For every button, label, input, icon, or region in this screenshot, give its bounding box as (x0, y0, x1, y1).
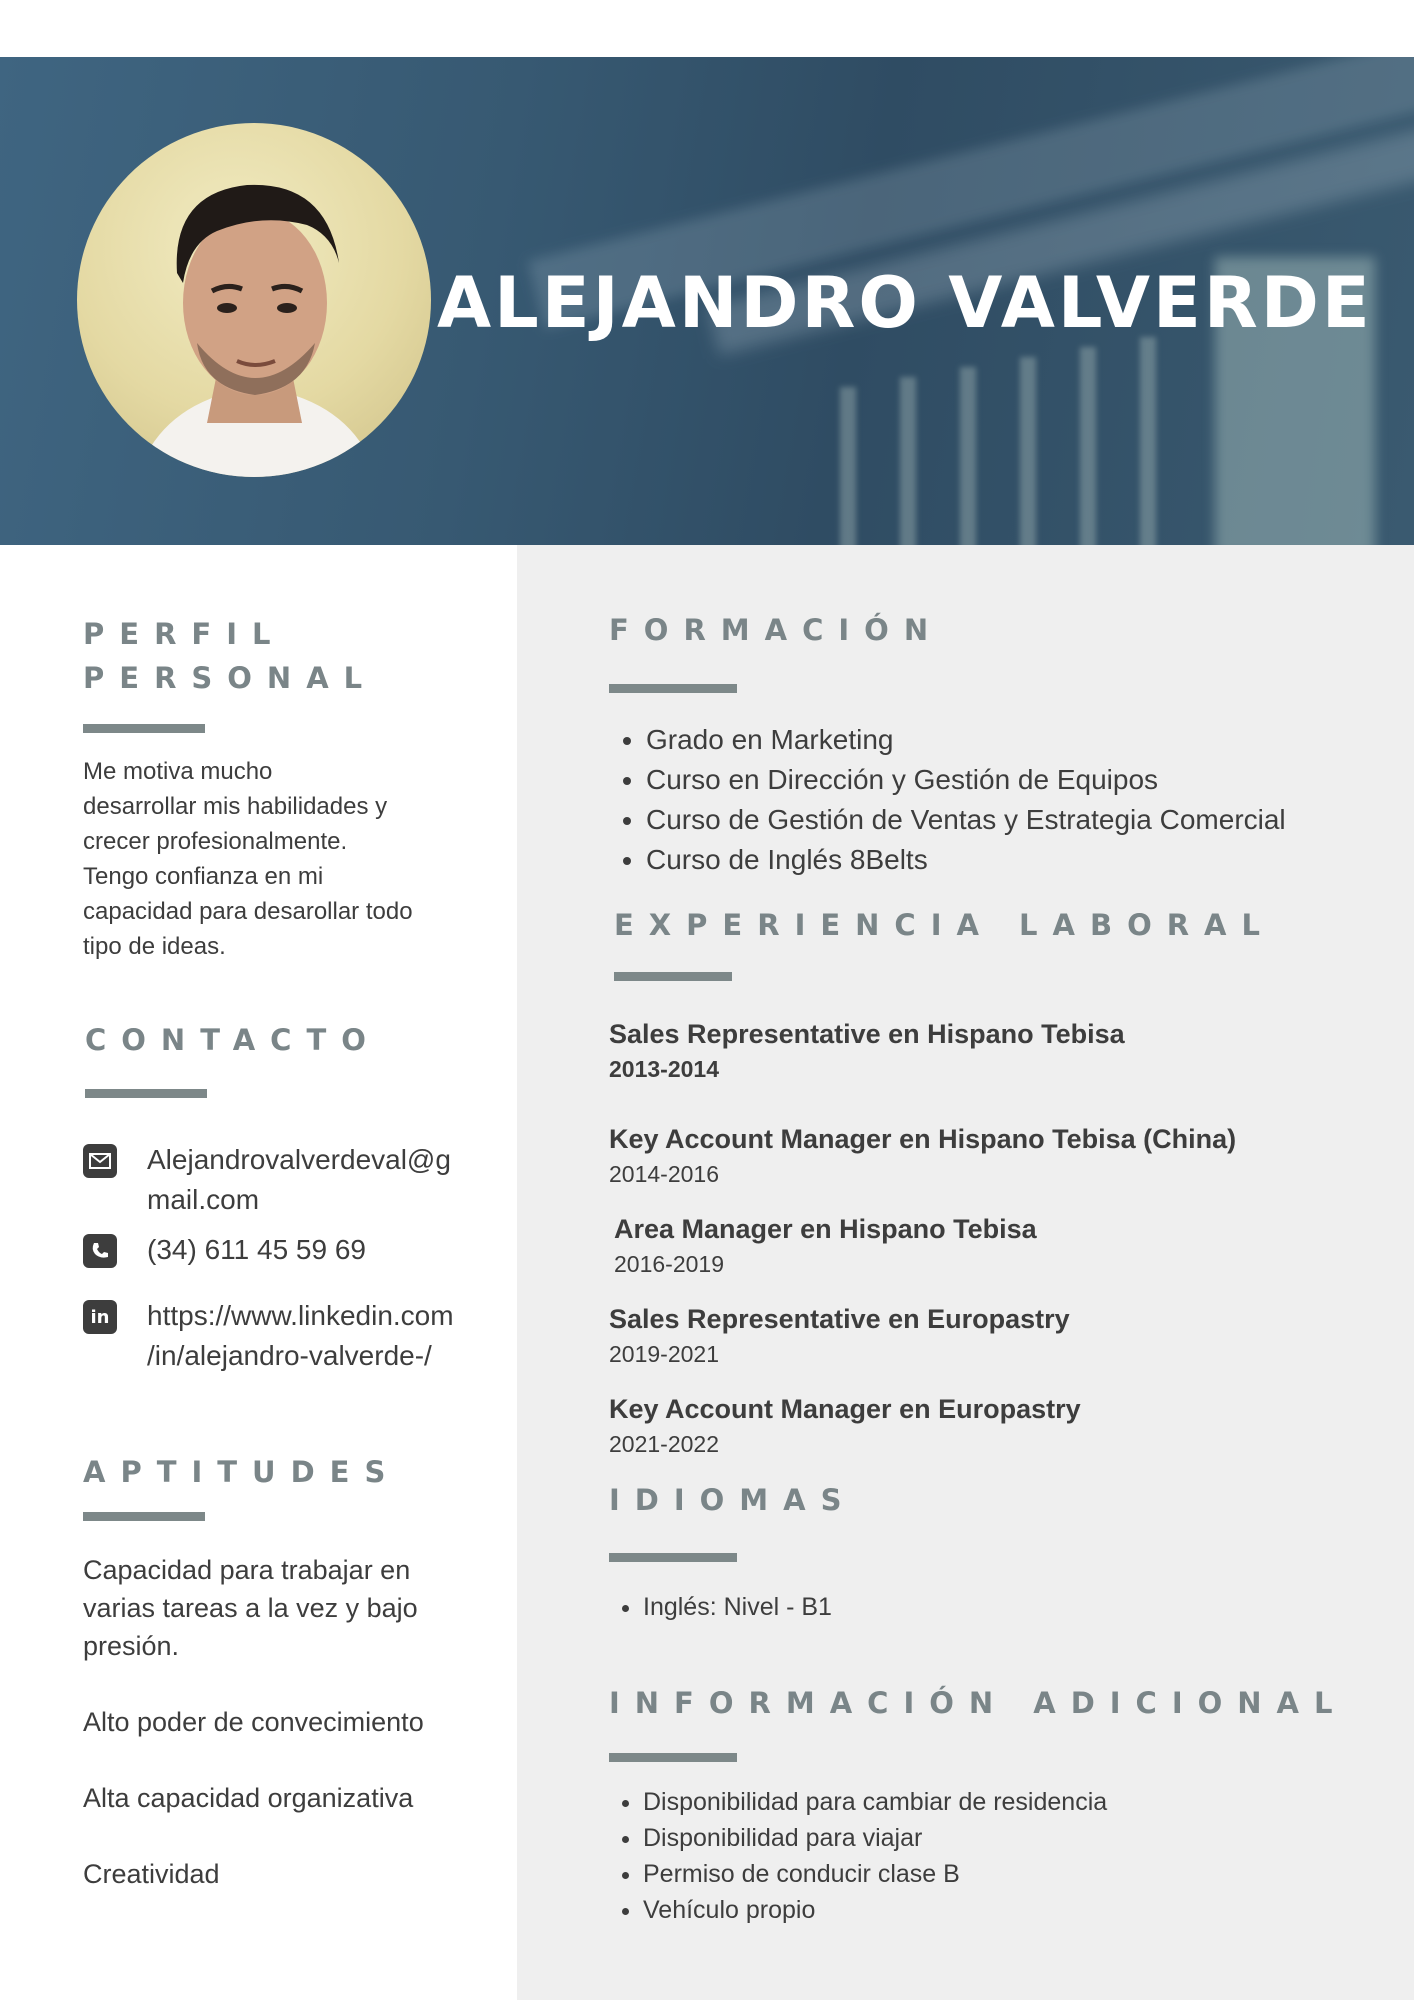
job-entry (609, 1121, 1236, 1191)
perfil-text-line: desarrollar mis habilidades y (83, 793, 388, 820)
perfil-text-line: tipo de ideas. (83, 933, 226, 960)
idiomas-list (607, 1589, 832, 1625)
aptitude-line: Capacidad para trabajar en (83, 1555, 411, 1585)
perfil-divider (83, 724, 205, 733)
contact-phone-row (83, 1230, 366, 1270)
formacion-list (610, 720, 1286, 880)
phone-icon (83, 1234, 117, 1268)
idiomas-divider (609, 1553, 737, 1562)
job-years: 2016-2019 (614, 1251, 724, 1277)
perfil-text-line: capacidad para desarollar todo (83, 898, 413, 925)
aptitudes-divider (83, 1512, 205, 1521)
contacto-divider (85, 1089, 207, 1098)
perfil-heading-line2: PERSONAL (83, 661, 378, 695)
banner-decoration (1080, 347, 1096, 545)
contact-linkedin[interactable] (147, 1296, 454, 1376)
job-entry (614, 1211, 1037, 1281)
contact-email-line1: Alejandrovalverdeval@g (147, 1144, 451, 1175)
formacion-divider (609, 684, 737, 693)
aptitudes-heading: APTITUDES (83, 1455, 401, 1489)
perfil-text (83, 754, 503, 964)
portrait-illustration (77, 123, 431, 477)
candidate-name: ALEJANDRO VALVERDE (437, 262, 1373, 344)
contact-email-line2: mail.com (147, 1184, 260, 1215)
adicional-list (607, 1784, 1107, 1928)
formacion-item: • Curso de Gestión de Ventas y Estrategia Comercial (646, 800, 1286, 840)
job-years: 2013-2014 (609, 1056, 719, 1082)
banner-decoration (1140, 337, 1156, 545)
banner-decoration (960, 367, 976, 545)
aptitude-item: Alto poder de convecimiento (83, 1707, 424, 1737)
contact-phone[interactable]: (34) 611 45 59 69 (147, 1234, 366, 1265)
aptitude-line: presión. (83, 1631, 180, 1661)
contact-linkedin-row (83, 1296, 454, 1376)
job-entry (609, 1391, 1081, 1461)
contact-email-row (83, 1140, 451, 1220)
banner-decoration (900, 377, 916, 545)
job-title: Sales Representative en Hispano Tebisa (609, 1019, 1125, 1049)
job-title: Area Manager en Hispano Tebisa (614, 1214, 1037, 1244)
email-icon (83, 1144, 117, 1178)
perfil-text-line: Me motiva mucho (83, 758, 273, 785)
job-years: 2014-2016 (609, 1161, 719, 1187)
experiencia-heading: EXPERIENCIA LABORAL (614, 908, 1275, 942)
perfil-text-line: Tengo confianza en mi (83, 863, 324, 890)
perfil-heading-line1: PERFIL (83, 617, 286, 651)
adicional-divider (609, 1753, 737, 1762)
aptitude-item (83, 1551, 503, 1665)
adicional-item: • Disponibilidad para cambiar de residencia (643, 1784, 1107, 1820)
banner-decoration (1020, 357, 1036, 545)
formacion-item: • Grado en Marketing (646, 720, 1286, 760)
linkedin-icon: in (83, 1300, 117, 1334)
job-entry (609, 1016, 1125, 1086)
idiomas-heading: IDIOMAS (609, 1483, 857, 1517)
contact-linkedin-line2: /in/alejandro-valverde-/ (147, 1340, 432, 1371)
formacion-item: • Curso de Inglés 8Belts (646, 840, 1286, 880)
formacion-heading: FORMACIÓN (609, 613, 944, 647)
job-years: 2021-2022 (609, 1431, 719, 1457)
perfil-heading (83, 612, 377, 700)
aptitude-item: Creatividad (83, 1859, 220, 1889)
adicional-item: • Disponibilidad para viajar (643, 1820, 1107, 1856)
formacion-item: • Curso en Dirección y Gestión de Equipos (646, 760, 1286, 800)
aptitudes-list (83, 1551, 503, 1893)
job-title: Key Account Manager en Hispano Tebisa (China) (609, 1124, 1237, 1154)
job-title: Key Account Manager en Europastry (609, 1394, 1081, 1424)
experiencia-divider (614, 972, 732, 981)
banner-decoration (840, 387, 856, 545)
adicional-item: • Vehículo propio (643, 1892, 1107, 1928)
aptitude-item: Alta capacidad organizativa (83, 1783, 414, 1813)
job-years: 2019-2021 (609, 1341, 719, 1367)
contacto-heading: CONTACTO (85, 1023, 381, 1057)
job-title: Sales Representative en Europastry (609, 1304, 1070, 1334)
adicional-item: • Permiso de conducir clase B (643, 1856, 1107, 1892)
job-entry (609, 1301, 1070, 1371)
contact-email[interactable] (147, 1140, 451, 1220)
adicional-heading: INFORMACIÓN ADICIONAL (609, 1686, 1348, 1720)
profile-photo (77, 123, 431, 477)
idioma-item: • Inglés: Nivel - B1 (643, 1589, 832, 1625)
contact-linkedin-line1: https://www.linkedin.com (147, 1300, 454, 1331)
perfil-text-line: crecer profesionalmente. (83, 828, 348, 855)
aptitude-line: varias tareas a la vez y bajo (83, 1593, 418, 1623)
